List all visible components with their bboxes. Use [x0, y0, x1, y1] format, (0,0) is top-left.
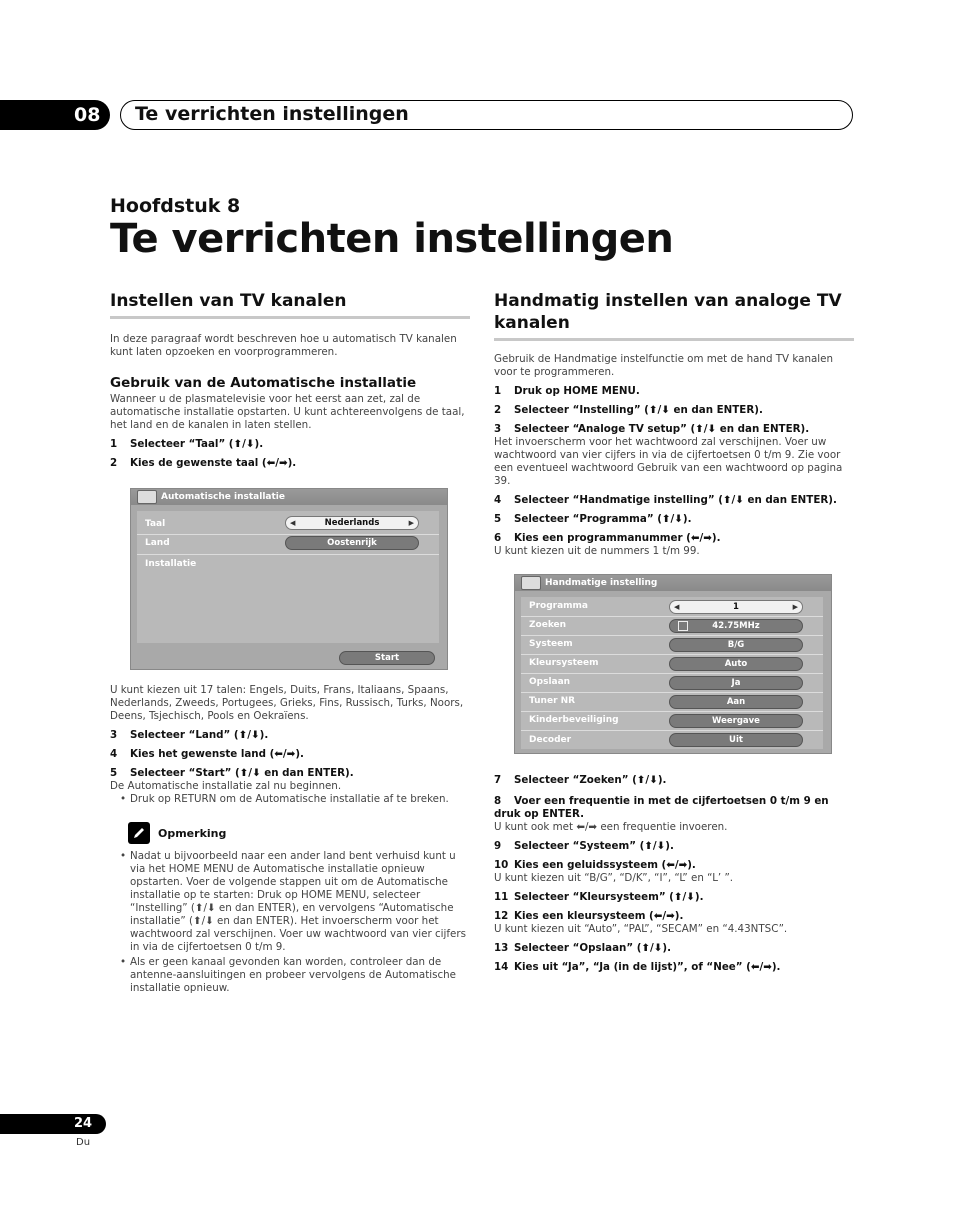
tuner-nr-selector[interactable]: Aan: [669, 695, 803, 709]
step: 4 Kies het gewenste land (⬅/➡).: [110, 748, 304, 760]
start-button[interactable]: Start: [339, 651, 435, 665]
section-heading: Instellen van TV kanalen: [110, 290, 470, 319]
menu-row-label: Systeem: [529, 639, 573, 649]
step-description: Het invoerscherm voor het wachtwoord zal verschijnen. Voer uw wachtwoord van vier cijfers in via de cijfertoetsen 0 t/m 9. Zie voor een eventueel wachtwoord Gebruik van een wachtwoord op pagina 39.: [494, 436, 843, 487]
section-intro: In deze paragraaf wordt beschreven hoe u automatisch TV kanalen kunt laten opzoeken en voorprogrammeren.: [110, 333, 457, 358]
note-bullet: • Als er geen kanaal gevonden kan worden, controleer dan de antenne-aansluitingen en probeer vervolgens de Automatische installatie opnieuw.: [110, 956, 470, 995]
chapter-label: Hoofdstuk 8: [110, 195, 241, 217]
screen-panel: [521, 597, 823, 749]
step: 5 Selecteer “Start” (⬆/⬇ en dan ENTER).: [110, 767, 354, 779]
right-column: [494, 290, 854, 974]
auto-install-screen: [130, 488, 448, 670]
step: 10 Kies een geluidssysteem (⬅/➡).: [494, 859, 696, 871]
store-selector[interactable]: Ja: [669, 676, 803, 690]
languages-text: U kunt kiezen uit 17 talen: Engels, Duits, Frans, Italiaans, Spaans, Nederlands, Zweeds, Portugees, Grieks, Fins, Russisch, Turks, Noors, Deens, Tsjechisch, Pools en Oekraïens.: [110, 684, 464, 722]
language-selector[interactable]: ◀ Nederlands ▶: [285, 516, 419, 530]
step: 3 Selecteer “Land” (⬆/⬇).: [110, 729, 269, 741]
step: 11 Selecteer “Kleursysteem” (⬆/⬇).: [494, 891, 704, 903]
step: 12 Kies een kleursysteem (⬅/➡).: [494, 910, 684, 922]
menu-row-label: Installatie: [145, 559, 197, 569]
chapter-title: Te verrichten instellingen: [110, 216, 674, 262]
arrow-left-icon: ◀: [674, 603, 680, 611]
step-description: U kunt kiezen uit “Auto”, “PAL”, “SECAM” en “4.43NTSC”.: [494, 923, 788, 935]
program-selector[interactable]: ◀ 1 ▶: [669, 600, 803, 614]
menu-row-label: Land: [145, 538, 170, 548]
bullet-item: • Druk op RETURN om de Automatische installatie af te breken.: [110, 793, 470, 806]
menu-row-label: Opslaan: [529, 677, 571, 687]
menu-row-label: Decoder: [529, 735, 572, 745]
child-lock-selector[interactable]: Weergave: [669, 714, 803, 728]
note-bullet: • Nadat u bijvoorbeeld naar een ander land bent verhuisd kunt u via het HOME MENU de Automatische installatie opnieuw opstarten. Voer de volgende stappen uit om de Automatische installatie op te starten: Druk op HOME MENU, selecteer “Instelling” (⬆/⬇ en dan ENTER), en vervolgens “Automatische installatie” (⬆/⬇ en dan ENTER). Het invoerscherm voor het wachtwoord zal verschijnen. Voer uw wachtwoord van vier cijfers in via de cijfertoetsen 0 t/m 9.: [110, 850, 470, 954]
step: 2 Kies de gewenste taal (⬅/➡).: [110, 457, 297, 469]
tv-menu-icon: [137, 490, 157, 504]
step-description: U kunt kiezen uit “B/G”, “D/K”, “I”, “L” en “L’ ”.: [494, 872, 734, 884]
note-label: Opmerking: [158, 826, 227, 840]
step: 8 Voer een frequentie in met de cijfertoetsen 0 t/m 9 en druk op ENTER.: [494, 795, 829, 820]
tv-menu-icon: [521, 576, 541, 590]
country-selector[interactable]: Oostenrijk: [285, 536, 419, 550]
step: 3 Selecteer “Analoge TV setup” (⬆/⬇ en dan ENTER).: [494, 423, 810, 435]
step-description: U kunt ook met ⬅/➡ een frequentie invoeren.: [494, 821, 728, 833]
step: 6 Kies een programmanummer (⬅/➡).: [494, 532, 721, 544]
menu-row-label: Zoeken: [529, 620, 567, 630]
color-system-selector[interactable]: Auto: [669, 657, 803, 671]
manual-setup-screen: [514, 574, 832, 754]
sub-heading: Gebruik van de Automatische installatie: [110, 375, 417, 391]
menu-row-label: Kinderbeveiliging: [529, 715, 619, 725]
step: 2 Selecteer “Instelling” (⬆/⬇ en dan ENTER).: [494, 404, 763, 416]
step: 1 Selecteer “Taal” (⬆/⬇).: [110, 438, 264, 450]
screen-titlebar: Automatische installatie: [131, 489, 447, 505]
sub-intro: Wanneer u de plasmatelevisie voor het eerst aan zet, zal de automatische installatie opstarten. U kunt achtereenvolgens de taal, het land en de kanalen in laten stellen.: [110, 393, 465, 431]
screen-titlebar: Handmatige instelling: [515, 575, 831, 591]
step: 13 Selecteer “Opslaan” (⬆/⬇).: [494, 942, 672, 954]
chapter-number: 08: [74, 104, 101, 126]
step: 9 Selecteer “Systeem” (⬆/⬇).: [494, 840, 674, 852]
arrow-right-icon: ▶: [408, 519, 414, 527]
arrow-right-icon: ▶: [792, 603, 798, 611]
header-title: Te verrichten instellingen: [135, 103, 409, 125]
page-number: 24: [74, 1116, 93, 1131]
step: 1 Druk op HOME MENU.: [494, 385, 640, 397]
note-header: [110, 822, 470, 844]
search-frequency[interactable]: 42.75MHz: [669, 619, 803, 633]
menu-row-label: Kleursysteem: [529, 658, 599, 668]
step: 5 Selecteer “Programma” (⬆/⬇).: [494, 513, 692, 525]
step: 14 Kies uit “Ja”, “Ja (in de lijst)”, of “Nee” (⬅/➡).: [494, 961, 781, 973]
menu-row-label: Taal: [145, 519, 166, 529]
section-intro: Gebruik de Handmatige instelfunctie om met de hand TV kanalen voor te programmeren.: [494, 353, 834, 378]
menu-row-label: Tuner NR: [529, 696, 576, 706]
keypad-icon: [678, 621, 688, 631]
arrow-left-icon: ◀: [290, 519, 296, 527]
step-description: De Automatische installatie zal nu beginnen.: [110, 780, 342, 792]
left-column: [110, 290, 470, 995]
menu-row-label: Programma: [529, 601, 589, 611]
step: 4 Selecteer “Handmatige instelling” (⬆/⬇ en dan ENTER).: [494, 494, 837, 506]
page-language: Du: [76, 1137, 91, 1148]
section-heading: Handmatig instellen van analoge TV kanalen: [494, 290, 854, 341]
step: 7 Selecteer “Zoeken” (⬆/⬇).: [494, 774, 667, 786]
system-selector[interactable]: B/G: [669, 638, 803, 652]
pencil-icon: [128, 822, 150, 844]
screen-panel: [137, 511, 439, 643]
step-description: U kunt kiezen uit de nummers 1 t/m 99.: [494, 545, 700, 557]
decoder-selector[interactable]: Uit: [669, 733, 803, 747]
